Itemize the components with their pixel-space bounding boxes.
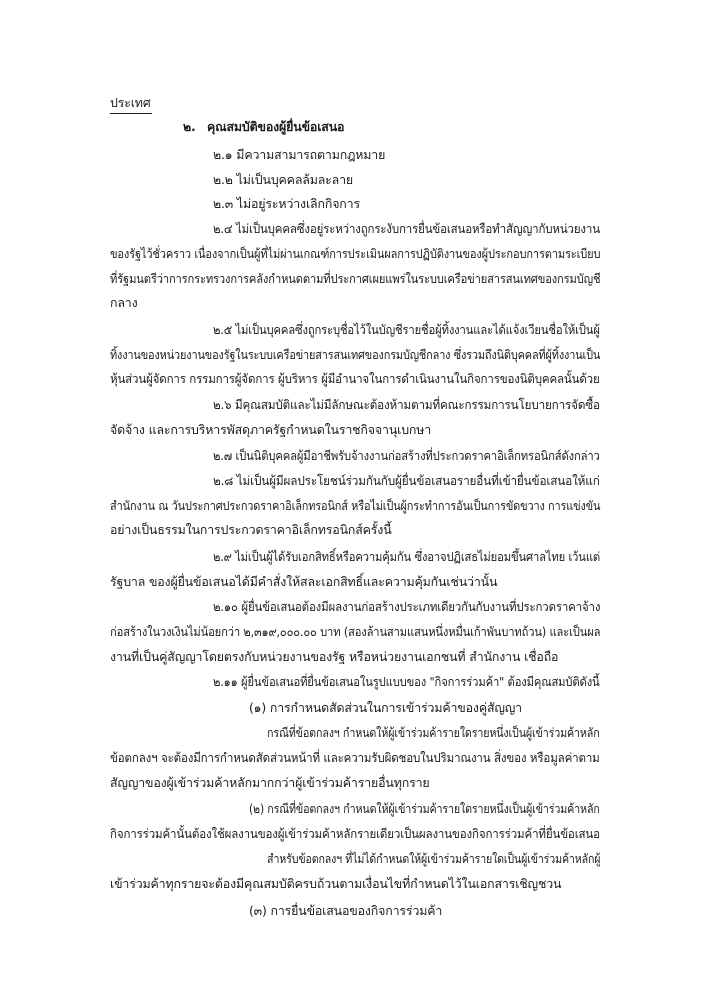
line-2-6-cont-1: จัดจ้าง และการบริหารพัสดุภาครัฐกำหนดในราชกิจจานุเบกษา bbox=[110, 422, 432, 437]
line-2-5-cont-2: หุ้นส่วนผู้จัดการ กรรมการผู้จัดการ ผู้บริหาร ผู้มีอำนาจในการดำเนินงานในกิจการของนิติบุคคลนั้นด้วย bbox=[110, 371, 600, 386]
line-2-10: ๒.๑๐ ผู้ยื่นข้อเสนอต้องมีผลงานก่อสร้างประเภทเดียวกันกับงานที่ประกวดราคาจ้าง bbox=[213, 599, 601, 614]
line-2-8-cont-2: อย่างเป็นธรรมในการประกวดราคาอิเล็กทรอนิกส์ครั้งนี้ bbox=[110, 522, 392, 537]
line-2-9-cont-1: รัฐบาล ของผู้ยื่นข้อเสนอได้มีคำสั่งให้สละเอกสิทธิ์และความคุ้มกันเช่นว่านั้น bbox=[110, 574, 498, 589]
line-2-11-item-2-cont-1: กิจการร่วมค้านั้นต้องใช้ผลงานของผู้เข้าร่วมค้าหลักรายเดียวเป็นผลงานของกิจการร่วมค้าที่ยื่นข้อเสนอ bbox=[110, 826, 600, 841]
line-2-4-cont-2: ที่รัฐมนตรีว่าการกระทรวงการคลังกำหนดตามที่ประกาศเผยแพร่ในระบบเครือข่ายสารสนเทศของกรมบัญชี bbox=[110, 271, 601, 286]
line-2-10-cont-1: ก่อสร้างในวงเงินไม่น้อยกว่า ๒,๓๑๙,๐๐๐.๐๐ บาท (สองล้านสามแสนหนึ่งหมื่นเก้าพันบาทถ้วน) และเป็นผล bbox=[110, 624, 601, 639]
section-title: คุณสมบัติของผู้ยื่นข้อเสนอ bbox=[207, 119, 345, 134]
line-2-5: ๒.๕ ไม่เป็นบุคคลซึ่งถูกระบุชื่อไว้ในบัญชีรายชื่อผู้ทิ้งงานและได้แจ้งเวียนชื่อให้เป็นผู้ bbox=[213, 322, 600, 337]
line-2-11-item-1-body: กรณีที่ข้อตกลงฯ กำหนดให้ผู้เข้าร่วมค้ารายใดรายหนึ่งเป็นผู้เข้าร่วมค้าหลัก bbox=[267, 725, 600, 740]
line-2-8: ๒.๘ ไม่เป็นผู้มีผลประโยชน์ร่วมกันกับผู้ยื่นข้อเสนอรายอื่นที่เข้ายื่นข้อเสนอให้แก่ bbox=[213, 473, 600, 488]
section-number: ๒. bbox=[183, 119, 196, 134]
line-2-10-cont-2: งานที่เป็นคู่สัญญาโดยตรงกับหน่วยงานของรัฐ หรือหน่วยงานเอกชนที่ สำนักงาน เชื่อถือ bbox=[110, 649, 559, 664]
line-2-3: ๒.๓ ไม่อยู่ระหว่างเลิกกิจการ bbox=[213, 196, 360, 211]
header-underline bbox=[110, 113, 152, 114]
line-2-11-item-1-cont-2: สัญญาของผู้เข้าร่วมค้าหลักมากกว่าผู้เข้าร่วมค้ารายอื่นทุกราย bbox=[110, 775, 430, 790]
line-2-11-item-2-cont-2: เข้าร่วมค้าทุกรายจะต้องมีคุณสมบัติครบถ้วนตามเงื่อนไขที่กำหนดไว้ในเอกสารเชิญชวน bbox=[110, 876, 562, 891]
line-2-11-item-1: (๑) การกำหนดสัดส่วนในการเข้าร่วมค้าของคู่สัญญา bbox=[249, 700, 522, 715]
line-2-6: ๒.๖ มีคุณสมบัติและไม่มีลักษณะต้องห้ามตามที่คณะกรรมการนโยบายการจัดซื้อ bbox=[213, 397, 600, 412]
header-label: ประเทศ bbox=[110, 95, 151, 110]
line-2-4-cont-3: กลาง bbox=[110, 295, 138, 310]
line-2-11-item-2-body: สำหรับข้อตกลงฯ ที่ไม่ได้กำหนดให้ผู้เข้าร่วมค้ารายใดเป็นผู้เข้าร่วมค้าหลักผู้ bbox=[267, 851, 601, 866]
line-2-4: ๒.๔ ไม่เป็นบุคคลซึ่งอยู่ระหว่างถูกระงับการยื่นข้อเสนอหรือทำสัญญากับหน่วยงาน bbox=[213, 221, 600, 236]
line-2-7: ๒.๗ เป็นนิติบุคคลผู้มีอาชีพรับจ้างงานก่อสร้างที่ประกวดราคาอิเล็กทรอนิกส์ดังกล่าว bbox=[213, 448, 600, 463]
line-2-11-item-3: (๓) การยื่นข้อเสนอของกิจการร่วมค้า bbox=[249, 903, 443, 918]
line-2-9: ๒.๙ ไม่เป็นผู้ได้รับเอกสิทธิ์หรือความคุ้มกัน ซึ่งอาจปฏิเสธไม่ยอมขึ้นศาลไทย เว้นแต่ bbox=[213, 549, 601, 564]
line-2-1: ๒.๑ มีความสามารถตามกฎหมาย bbox=[213, 147, 386, 162]
line-2-11-item-2: (๒) กรณีที่ข้อตกลงฯ กำหนดให้ผู้เข้าร่วมค้ารายใดรายหนึ่งเป็นผู้เข้าร่วมค้าหลัก bbox=[249, 801, 600, 816]
line-2-2: ๒.๒ ไม่เป็นบุคคลล้มละลาย bbox=[213, 172, 354, 187]
line-2-11-item-1-cont-1: ข้อตกลงฯ จะต้องมีการกำหนดสัดส่วนหน้าที่ และความรับผิดชอบในปริมาณงาน สิ่งของ หรือมูลค่าตาม bbox=[110, 750, 600, 765]
line-2-8-cont-1: สำนักงาน ณ วันประกาศประกวดราคาอิเล็กทรอนิกส์ หรือไม่เป็นผู้กระทำการอันเป็นการขัดขวาง การแข่งขัน bbox=[110, 498, 601, 513]
line-2-11: ๒.๑๑ ผู้ยื่นข้อเสนอที่ยื่นข้อเสนอในรูปแบบของ "กิจการร่วมค้า" ต้องมีคุณสมบัติดังนี้ bbox=[213, 674, 600, 689]
line-2-4-cont-1: ของรัฐไว้ชั่วคราว เนื่องจากเป็นผู้ที่ไม่ผ่านเกณฑ์การประเมินผลการปฏิบัติงานของผู้ประกอบการตามระเบียบ bbox=[110, 246, 601, 261]
line-2-5-cont-1: ทิ้งงานของหน่วยงานของรัฐในระบบเครือข่ายสารสนเทศของกรมบัญชีกลาง ซึ่งรวมถึงนิติบุคคลที่ผู้ทิ้งงานเป็น bbox=[110, 347, 601, 362]
